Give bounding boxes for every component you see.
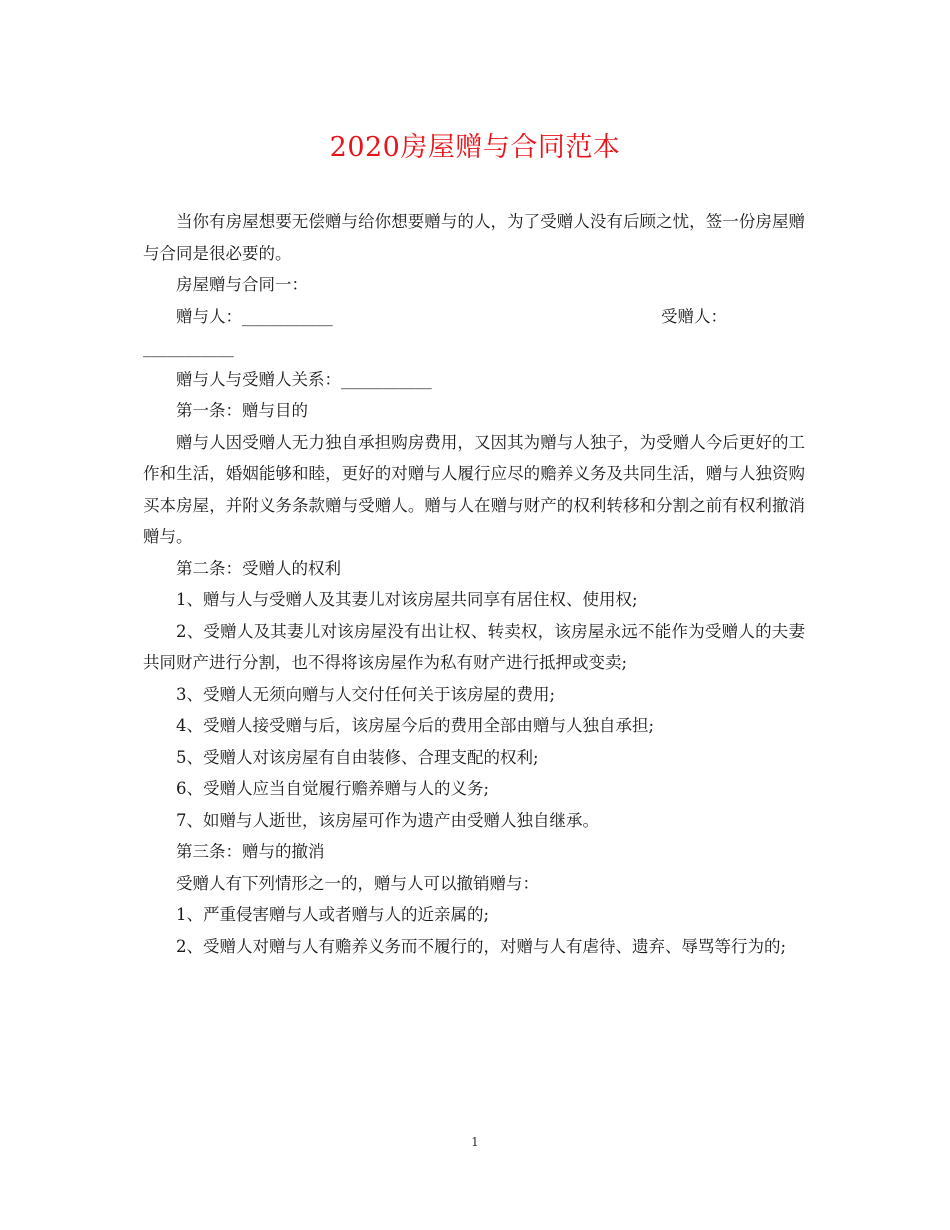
article1-title: 第一条：赠与目的: [176, 401, 308, 420]
article2-item: 4、受赠人接受赠与后，该房屋今后的费用全部由赠与人独自承担;: [176, 716, 655, 735]
document-body: [143, 206, 805, 962]
article2-item: 1、赠与人与受赠人及其妻儿对该房屋共同享有居住权、使用权;: [176, 590, 638, 609]
donee-field: 受赠人：: [661, 306, 727, 326]
donor-field: 赠与人：___________: [176, 306, 333, 326]
party-row: [143, 301, 805, 333]
article2-item: 3、受赠人无须向赠与人交付任何关于该房屋的费用;: [176, 684, 556, 704]
article1-body: 赠与人因受赠人无力独自承担购房费用，又因其为赠与人独子，为受赠人今后更好的工作和生活，婚姻能够和睦，更好的对赠与人履行应尽的赡养义务及共同生活，赠与人独资购买本房屋，并附义务条款赠与受赠人。赠与人在赠与财产的权利转移和分割之前有权利撤消赠与。: [143, 432, 805, 546]
intro-paragraph: 当你有房屋想要无偿赠与给你想要赠与的人，为了受赠人没有后顾之忧，签一份房屋赠与合同是很必要的。: [143, 212, 805, 263]
contract-heading: 房屋赠与合同一：: [176, 275, 308, 294]
relation-field: 赠与人与受赠人关系：___________: [176, 369, 432, 389]
article2-title: 第二条：受赠人的权利: [176, 558, 341, 578]
article3-intro: 受赠人有下列情形之一的，赠与人可以撤销赠与：: [176, 873, 539, 893]
article3-item: 2、受赠人对赠与人有赡养义务而不履行的，对赠与人有虐待、遗弃、辱骂等行为的;: [176, 936, 787, 956]
page-number: 1: [471, 1135, 479, 1149]
donee-blank: ___________: [143, 338, 234, 357]
article2-item: 2、受赠人及其妻儿对该房屋没有出让权、转卖权，该房屋永远不能作为受赠人的夫妻共同财产进行分割，也不得将该房屋作为私有财产进行抵押或变卖;: [143, 621, 805, 672]
article2-item: 6、受赠人应当自觉履行赡养赠与人的义务;: [176, 779, 490, 798]
article3-title: 第三条：赠与的撤消: [176, 842, 325, 861]
document-title: 2020房屋赠与合同范本: [329, 132, 621, 163]
article2-item: 5、受赠人对该房屋有自由装修、合理支配的权利;: [176, 747, 539, 767]
article2-item: 7、如赠与人逝世，该房屋可作为遗产由受赠人独自继承。: [176, 810, 599, 830]
article3-item: 1、严重侵害赠与人或者赠与人的近亲属的;: [176, 905, 490, 924]
